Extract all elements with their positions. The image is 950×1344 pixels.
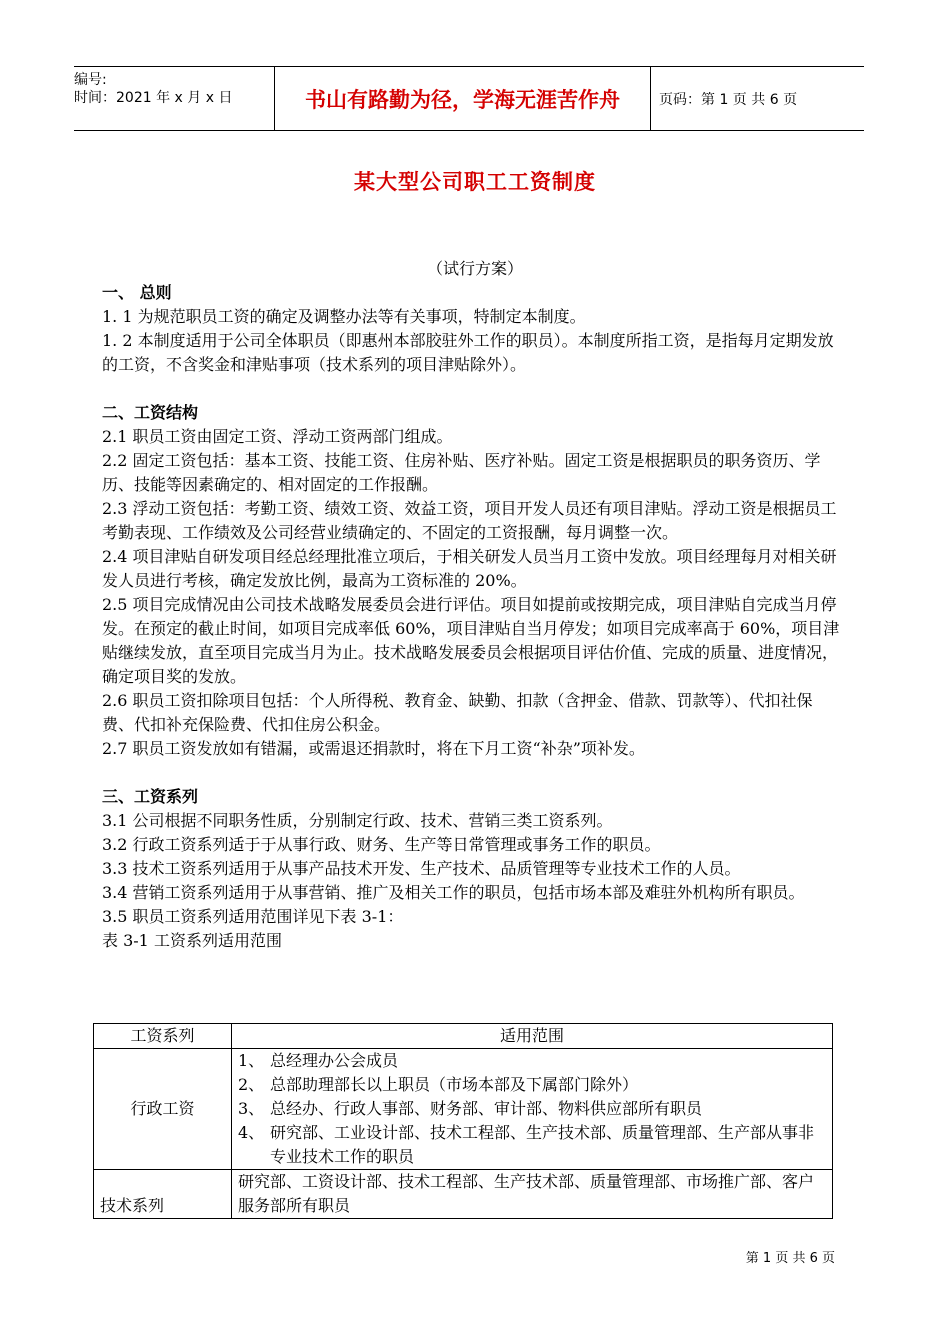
paragraph: 2.6 职员工资扣除项目包括：个人所得税、教育金、缺勤、扣款（含押金、借款、罚款等）、代扣社保费、代扣补充保险费、代扣住房公积金。 <box>102 691 813 734</box>
table-cell <box>232 1049 833 1170</box>
table-row <box>94 1049 833 1170</box>
document-number-label: 编号: <box>74 72 107 88</box>
section-heading: 三、工资系列 <box>102 787 199 806</box>
paragraph: 3.2 行政工资系列适于于从事行政、财务、生产等日常管理或事务工作的职员。 <box>102 835 661 854</box>
paragraph: 1. 1 为规范职员工资的确定及调整办法等有关事项，特制定本制度。 <box>102 307 586 326</box>
list-text: 总经办、行政人事部、财务部、审计部、物料供应部所有职员 <box>270 1099 703 1118</box>
list-number: 4、 <box>238 1123 265 1142</box>
paragraph: 3.3 技术工资系列适用于从事产品技术开发、生产技术、品质管理等专业技术工作的人员。 <box>102 859 741 878</box>
list-number: 3、 <box>238 1099 265 1118</box>
paragraph: 2.7 职员工资发放如有错漏，或需退还捐款时，将在下月工资“补杂”项补发。 <box>102 739 645 758</box>
paragraph: 2.2 固定工资包括：基本工资、技能工资、住房补贴、医疗补贴。固定工资是根据职员的职务资历、学历、技能等因素确定的、相对固定的工作报酬。 <box>102 451 821 494</box>
paragraph: 1. 2 本制度适用于公司全体职员（即惠州本部胶驻外工作的职员）。本制度所指工资，是指每月定期发放的工资，不含奖金和津贴事项（技术系列的项目津贴除外）。 <box>102 331 834 374</box>
section-heading: 一、 总则 <box>102 283 172 302</box>
table-row <box>94 1170 833 1219</box>
header-slogan: 书山有路勤为径，学海无涯苦作舟 <box>274 67 651 130</box>
salary-series-table <box>93 1023 833 1219</box>
paragraph: 3.5 职员工资系列适用范围详见下表 3-1： <box>102 907 404 926</box>
table-caption: 表 3-1 工资系列适用范围 <box>102 931 282 950</box>
section-heading: 二、工资结构 <box>102 403 199 422</box>
list-item <box>238 1121 826 1169</box>
document-time: 时间：2021 年 x 月 x 日 <box>74 90 233 106</box>
paragraph: 2.1 职员工资由固定工资、浮动工资两部门组成。 <box>102 427 453 446</box>
table-cell: 行政工资 <box>94 1049 232 1170</box>
page-header <box>74 66 864 131</box>
table-header-row <box>94 1024 833 1049</box>
table-header-cell: 工资系列 <box>94 1024 232 1049</box>
paragraph: 2.3 浮动工资包括：考勤工资、绩效工资、效益工资，项目开发人员还有项目津贴。浮动工资是根据员工考勤表现、工作绩效及公司经营业绩确定的、不固定的工资报酬，每月调整一次。 <box>102 499 837 542</box>
list-text: 研究部、工业设计部、技术工程部、生产技术部、质量管理部、生产部从事非专业技术工作的职员 <box>270 1123 815 1166</box>
list-number: 1、 <box>238 1051 265 1070</box>
list-item <box>238 1049 826 1073</box>
list-item <box>238 1097 826 1121</box>
page-footer: 第 1 页 共 6 页 <box>745 1251 835 1266</box>
paragraph: 3.1 公司根据不同职务性质，分别制定行政、技术、营销三类工资系列。 <box>102 811 613 830</box>
paragraph: 2.5 项目完成情况由公司技术战略发展委员会进行评估。项目如提前或按期完成，项目津贴自完成当月停发。在预定的截止时间，如项目完成率低 60%，项目津贴自当月停发；如项目完成率高于 60%，项目津贴继续发放，直至项目完成当月为止。技术战略发展委员会根据项目评估价值、完成的质量、进度情况，确定项目奖的发放。 <box>102 595 840 686</box>
list-text: 总经理办公会成员 <box>270 1051 399 1070</box>
header-meta <box>74 71 274 107</box>
list-item <box>238 1073 826 1097</box>
document-body <box>102 281 842 953</box>
list-text: 总部助理部长以上职员（市场本部及下属部门除外） <box>270 1075 639 1094</box>
table-cell: 研究部、工资设计部、技术工程部、生产技术部、质量管理部、市场推广部、客户服务部所有职员 <box>232 1170 833 1219</box>
paragraph: 2.4 项目津贴自研发项目经总经理批准立项后，于相关研发人员当月工资中发放。项目经理每月对相关研发人员进行考核，确定发放比例，最高为工资标准的 20%。 <box>102 547 837 590</box>
document-subtitle: （试行方案） <box>426 259 523 278</box>
list-number: 2、 <box>238 1075 265 1094</box>
document-title: 某大型公司职工工资制度 <box>354 170 596 194</box>
paragraph: 3.4 营销工资系列适用于从事营销、推广及相关工作的职员，包括市场本部及难驻外机构所有职员。 <box>102 883 805 902</box>
table-header-cell: 适用范围 <box>232 1024 833 1049</box>
header-page-info: 页码：第 1 页 共 6 页 <box>659 91 798 108</box>
table-cell: 技术系列 <box>94 1170 232 1219</box>
